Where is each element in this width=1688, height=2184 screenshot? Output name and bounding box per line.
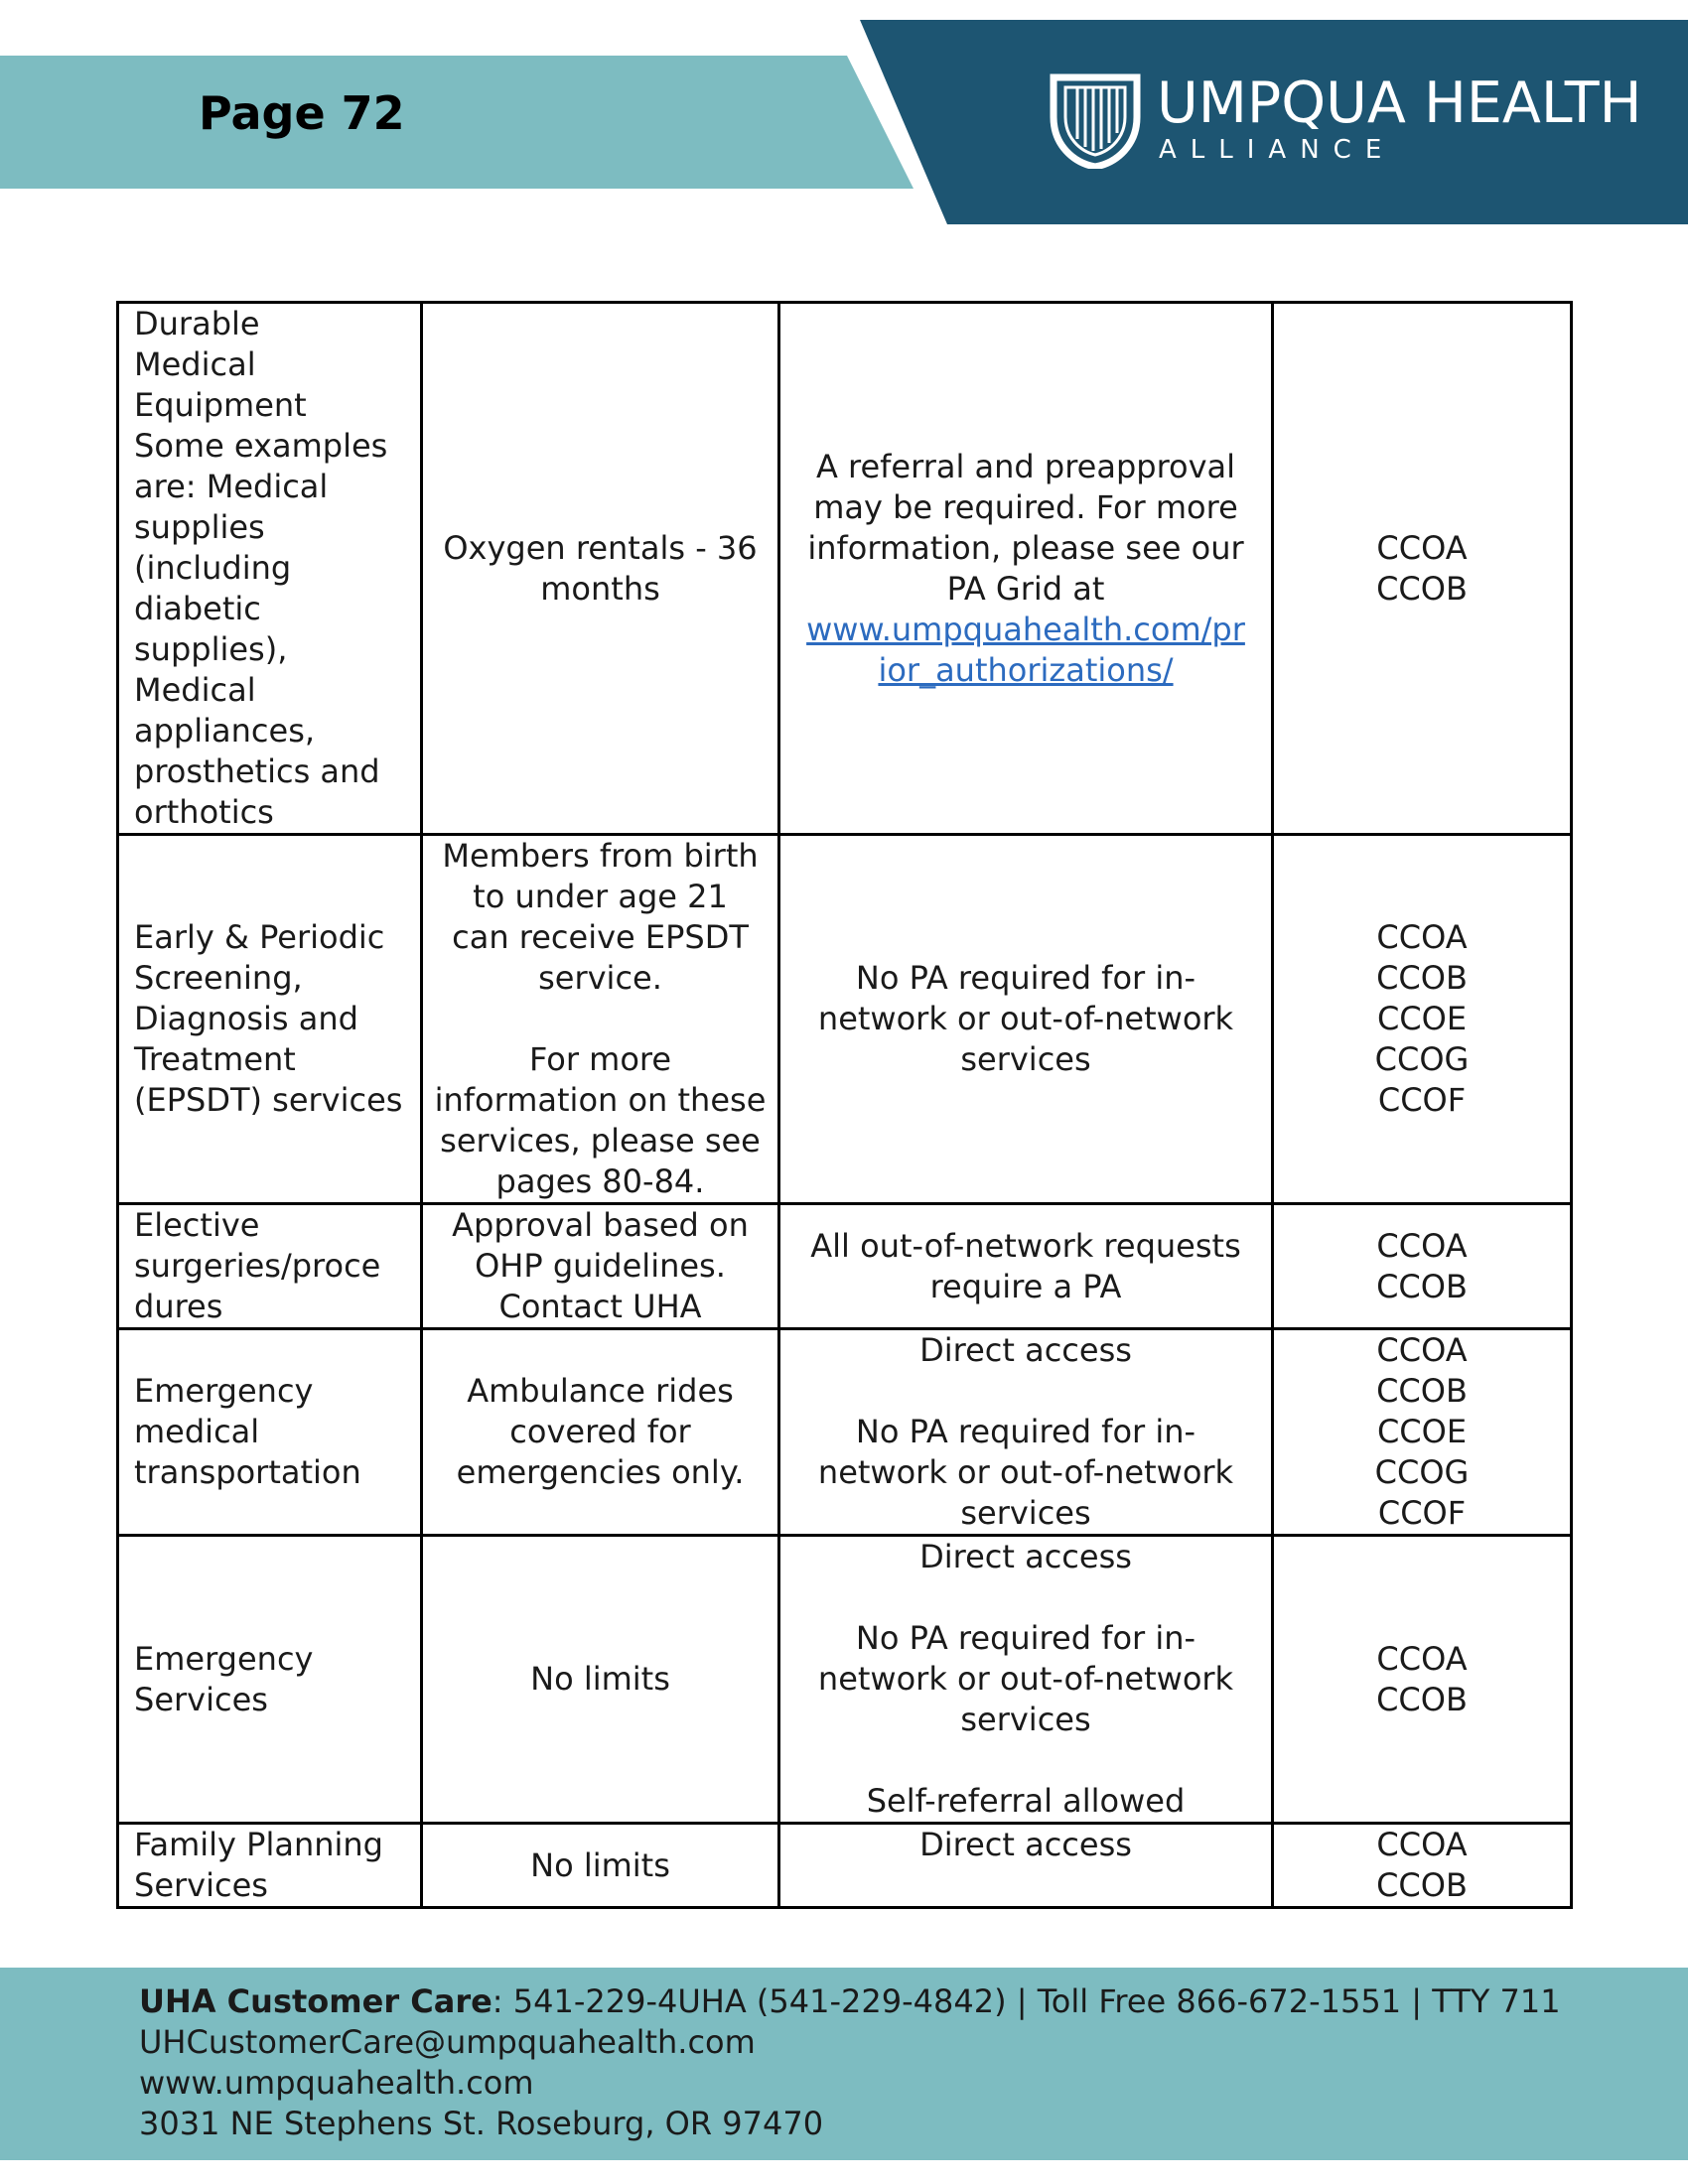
service-cell [118, 1824, 422, 1908]
cell-text: No PA required for in- [855, 1413, 1196, 1450]
cell-text: CCOG [1374, 1040, 1470, 1078]
plans-cell [1273, 1204, 1572, 1329]
limits-cell [422, 303, 779, 835]
cell-text: CCOE [1376, 1000, 1468, 1037]
service-cell [118, 835, 422, 1204]
footer-email[interactable]: UHCustomerCare@umpquahealth.com [139, 2023, 756, 2061]
cell-text: No limits [530, 1660, 670, 1698]
authorization-cell [779, 835, 1273, 1204]
limits-cell [422, 1824, 779, 1908]
cell-text: require a PA [929, 1267, 1122, 1305]
cell-text: Ambulance rides [467, 1372, 734, 1410]
cell-text: services [960, 1040, 1091, 1078]
header-band-light [0, 56, 914, 189]
limits-cell [422, 1204, 779, 1329]
cell-text: No PA required for in- [855, 959, 1196, 997]
cell-text: services, please see [440, 1122, 761, 1160]
cell-text: services [960, 1701, 1091, 1738]
page-title: Page 72 [199, 86, 405, 140]
cell-text: information, please see our [807, 528, 1244, 567]
cell-text: prosthetics and [134, 752, 380, 790]
cell-text: CCOA [1376, 1226, 1468, 1265]
service-cell [118, 303, 422, 835]
cell-text: service. [538, 959, 662, 997]
cell-text: CCOA [1376, 1639, 1468, 1678]
cell-text: emergencies only. [456, 1453, 745, 1491]
cell-text: PA Grid at [946, 569, 1105, 608]
pa-grid-link[interactable] [790, 610, 1261, 691]
org-name: UMPQUA HEALTH [1157, 70, 1642, 136]
cell-text: CCOB [1376, 1267, 1468, 1305]
cell-text: Medical [134, 671, 256, 709]
authorization-cell [779, 303, 1273, 835]
cell-text: Family Planning [134, 1826, 383, 1863]
spacer [790, 1371, 1261, 1412]
cell-text: A referral and preapproval [815, 447, 1236, 485]
shield-logo-icon [1048, 73, 1143, 169]
cell-text: No limits [530, 1845, 670, 1884]
cell-text: Screening, [134, 959, 303, 997]
authorization-cell [779, 1329, 1273, 1536]
cell-text: Services [134, 1866, 268, 1904]
cell-text: Direct access [919, 1331, 1132, 1369]
service-cell [118, 1204, 422, 1329]
cell-text: transportation [134, 1453, 361, 1491]
cell-text: Direct access [919, 1826, 1132, 1863]
cell-text: All out-of-network requests [810, 1226, 1241, 1265]
spacer [790, 1740, 1261, 1781]
table-row [118, 303, 1572, 835]
plans-cell [1273, 303, 1572, 835]
cell-text: Approval based on [452, 1206, 749, 1244]
cell-text: pages 80-84. [495, 1162, 705, 1200]
footer-website[interactable]: www.umpquahealth.com [139, 2064, 534, 2102]
cell-text: Emergency [134, 1372, 314, 1410]
cell-text: Equipment [134, 386, 307, 424]
cell-text: Self-referral allowed [866, 1782, 1186, 1820]
cell-text: CCOE [1376, 1413, 1468, 1450]
cell-text: may be required. For more [813, 487, 1238, 526]
cell-text: Oxygen rentals - 36 [443, 528, 758, 567]
cell-text: can receive EPSDT [452, 918, 749, 956]
plans-cell [1273, 1536, 1572, 1824]
link-text: ior_authorizations/ [878, 650, 1174, 689]
table-row [118, 1204, 1572, 1329]
footer-contact [139, 1981, 1561, 2144]
cell-text: CCOB [1376, 569, 1468, 608]
cell-text: OHP guidelines. [475, 1247, 726, 1285]
plans-cell [1273, 835, 1572, 1204]
customer-care-label: UHA Customer Care [139, 1982, 492, 2020]
cell-text: supplies), [134, 630, 288, 668]
cell-text: CCOA [1376, 1331, 1468, 1369]
cell-text: Medical [134, 345, 256, 383]
cell-text: Elective [134, 1206, 260, 1244]
cell-text: Contact UHA [498, 1288, 702, 1325]
cell-text: No PA required for in- [855, 1619, 1196, 1657]
spacer [433, 999, 768, 1039]
cell-text: dures [134, 1288, 223, 1325]
authorization-cell [779, 1824, 1273, 1908]
cell-text: CCOA [1376, 1826, 1468, 1863]
cell-text: CCOA [1376, 528, 1468, 567]
cell-text: appliances, [134, 712, 316, 750]
cell-text: Direct access [919, 1538, 1132, 1575]
plans-cell [1273, 1329, 1572, 1536]
authorization-cell [779, 1204, 1273, 1329]
plans-cell [1273, 1824, 1572, 1908]
cell-text: Services [134, 1680, 268, 1718]
service-cell [118, 1536, 422, 1824]
cell-text: network or out-of-network [817, 1660, 1234, 1698]
cell-text: CCOA [1376, 918, 1468, 956]
org-subtitle: ALLIANCE [1159, 135, 1396, 165]
service-cell [118, 1329, 422, 1536]
cell-text: Emergency [134, 1639, 314, 1678]
table-row [118, 1824, 1572, 1908]
cell-text: Treatment [134, 1040, 296, 1078]
cell-text: services [960, 1494, 1091, 1532]
limits-cell [422, 835, 779, 1204]
table-row [118, 835, 1572, 1204]
cell-text: CCOB [1376, 1372, 1468, 1410]
cell-text: network or out-of-network [817, 1000, 1234, 1037]
cell-text: information on these [434, 1081, 767, 1119]
cell-text: Diagnosis and [134, 1000, 358, 1037]
spacer [790, 1577, 1261, 1618]
cell-text: CCOB [1376, 1680, 1468, 1718]
cell-text: CCOF [1377, 1494, 1467, 1532]
customer-care-line [139, 1981, 1561, 2022]
table-row [118, 1536, 1572, 1824]
cell-text: supplies [134, 508, 265, 546]
benefits-table [116, 301, 1573, 1909]
cell-text: medical [134, 1413, 260, 1450]
cell-text: surgeries/proce [134, 1247, 381, 1285]
limits-cell [422, 1536, 779, 1824]
table-row [118, 1329, 1572, 1536]
cell-text: Durable [134, 305, 260, 342]
org-logo [1048, 69, 1643, 169]
cell-text: orthotics [134, 793, 274, 831]
cell-text: Early & Periodic [134, 918, 385, 956]
footer [0, 1968, 1688, 2160]
cell-text: diabetic [134, 590, 261, 627]
customer-care-phones: : 541-229-4UHA (541-229-4842) | Toll Free 866-672-1551 | TTY 711 [492, 1982, 1561, 2020]
cell-text: (including [134, 549, 292, 587]
cell-text: (EPSDT) services [134, 1081, 403, 1119]
link-text: www.umpquahealth.com/pr [806, 610, 1245, 648]
cell-text: Members from birth [442, 837, 759, 875]
cell-text: months [540, 569, 660, 608]
footer-address: 3031 NE Stephens St. Roseburg, OR 97470 [139, 2105, 824, 2142]
cell-text: Some examples [134, 427, 388, 465]
cell-text: CCOB [1376, 959, 1468, 997]
cell-text: covered for [509, 1413, 691, 1450]
cell-text: to under age 21 [473, 878, 728, 915]
cell-text: network or out-of-network [817, 1453, 1234, 1491]
authorization-cell [779, 1536, 1273, 1824]
cell-text: CCOG [1374, 1453, 1470, 1491]
cell-text: are: Medical [134, 468, 329, 505]
cell-text: CCOB [1376, 1866, 1468, 1904]
cell-text: CCOF [1377, 1081, 1467, 1119]
limits-cell [422, 1329, 779, 1536]
cell-text: For more [528, 1040, 672, 1078]
